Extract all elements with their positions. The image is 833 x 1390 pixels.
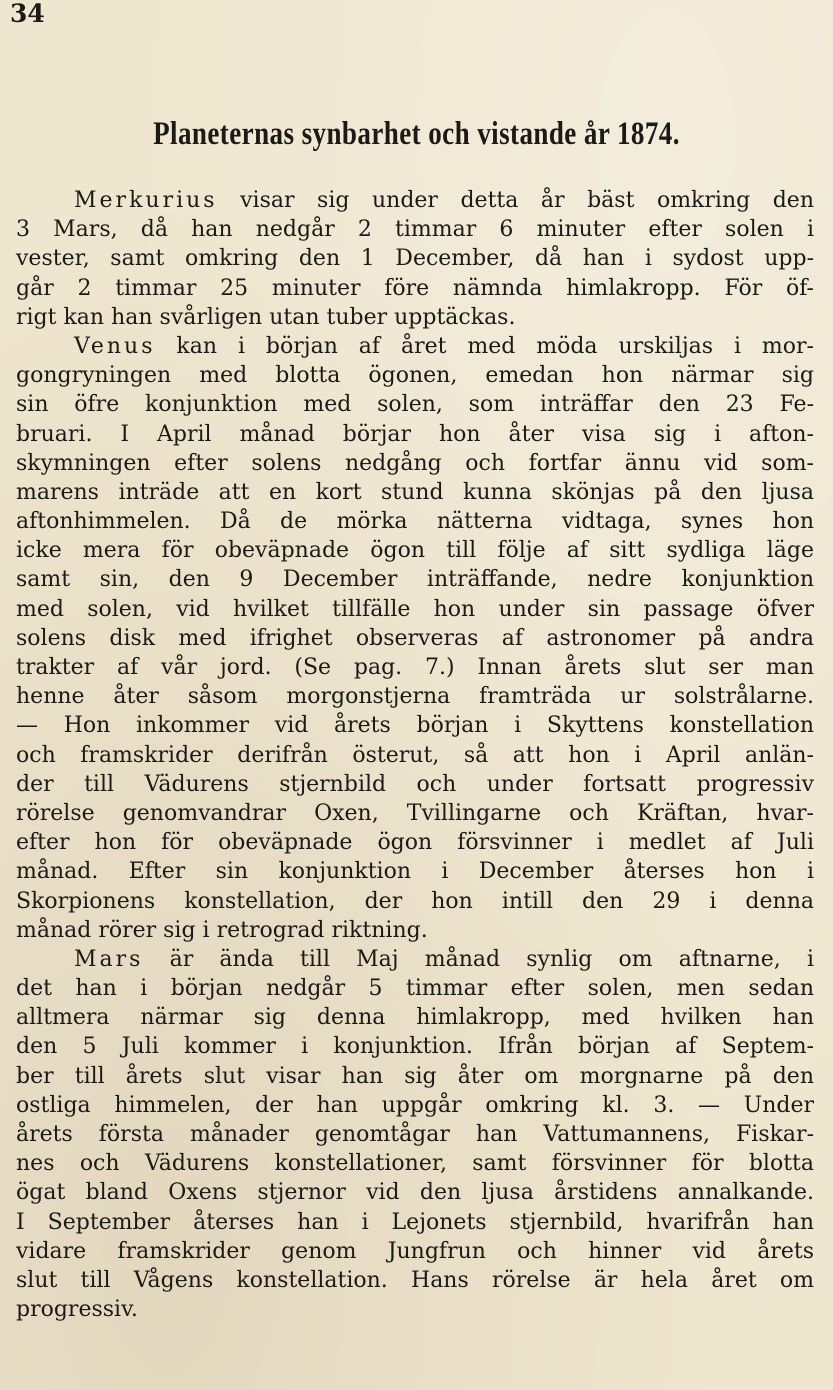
text-line: rörelse genomvandrar Oxen, Tvillingarne och Kräftan, hvar-	[16, 800, 814, 826]
text-line: gongryningen med blotta ögonen, emedan hon närmar sig	[16, 363, 814, 389]
planet-name: Merkurius	[74, 188, 218, 213]
text-line: henne åter såsom morgonstjerna framträda ur solstrålarne.	[16, 684, 814, 710]
text-line: Mars är ända till Maj månad synlig om aftnarne, i	[74, 946, 814, 972]
text-line: ber till årets slut visar han sig åter om morgnarne på den	[16, 1063, 814, 1089]
text-line: efter hon för obeväpnade ögon försvinner i medlet af Juli	[16, 830, 814, 856]
text-line: med solen, vid hvilket tillfälle hon under sin passage öfver	[16, 596, 814, 622]
text-line: årets första månader genomtågar han Vattumannens, Fiskar-	[16, 1122, 814, 1147]
text-line: icke mera för obeväpnade ögon till följe af sitt sydliga läge	[16, 538, 814, 564]
page-title: Planeternas synbarhet och vistande år 1874.	[153, 116, 680, 152]
text-line: 3 Mars, då han nedgår 2 timmar 6 minuter efter solen i	[16, 217, 814, 243]
text-line: Skorpionens konstellation, der hon intill den 29 i denna	[16, 888, 814, 914]
text-line: slut till Vågens konstellation. Hans rörelse är hela året om	[16, 1267, 814, 1293]
text-line: vidare framskrider genom Jungfrun och hinner vid årets	[16, 1238, 814, 1264]
text-line: den 5 Juli kommer i konjunktion. Ifrån början af Septem-	[16, 1034, 814, 1060]
body-text	[16, 186, 814, 1324]
text-line: skymningen efter solens nedgång och fortfar ännu vid som-	[16, 450, 814, 476]
text-line: det han i början nedgår 5 timmar efter solen, men sedan	[16, 976, 814, 1002]
text-line: månad rörer sig i retrograd riktning.	[16, 917, 428, 943]
planet-name: Venus	[74, 333, 156, 359]
text-line: månad. Efter sin konjunktion i December återses hon i	[16, 859, 814, 885]
text-line: progressiv.	[16, 1297, 138, 1323]
text-line: bruari. I April månad börjar hon åter visa sig i afton-	[16, 421, 814, 447]
page-number: 34	[10, 0, 45, 28]
text-line: aftonhimmelen. Då de mörka nätterna vidtaga, synes hon	[16, 509, 814, 535]
text-line: der till Vädurens stjernbild och under fortsatt progressiv	[16, 771, 814, 797]
text-line: nes och Vädurens konstellationer, samt försvinner för blotta	[16, 1151, 814, 1177]
text-line: marens inträde att en kort stund kunna skönjas på den ljusa	[16, 479, 814, 505]
planet-name: Mars	[74, 946, 144, 972]
text-line: rigt kan han svårligen utan tuber upptäckas.	[16, 304, 516, 330]
text-line: Merkurius visar sig under detta år bäst omkring den	[74, 188, 814, 213]
text-line: alltmera närmar sig denna himlakropp, med hvilken han	[16, 1005, 814, 1031]
text-line: — Hon inkommer vid årets början i Skyttens konstellation	[16, 713, 814, 739]
text-line: går 2 timmar 25 minuter före nämnda himlakropp. För öf-	[16, 275, 814, 301]
text-line: trakter af vår jord. (Se pag. 7.) Innan årets slut ser man	[16, 655, 814, 680]
text-line: I September återses han i Lejonets stjernbild, hvarifrån han	[16, 1209, 814, 1235]
text-line: ögat bland Oxens stjernor vid den ljusa årstidens annalkande.	[16, 1180, 814, 1206]
text-line: sin öfre konjunktion med solen, som inträffar den 23 Fe-	[16, 392, 814, 418]
text-line: och framskrider derifrån österut, så att hon i April anlän-	[16, 742, 814, 768]
text-line: samt sin, den 9 December inträffande, nedre konjunktion	[16, 567, 814, 593]
text-line: ostliga himmelen, der han uppgår omkring kl. 3. — Under	[16, 1092, 814, 1118]
text-line: Venus kan i början af året med möda urskiljas i mor-	[74, 333, 814, 359]
text-line: solens disk med ifrighet observeras af astronomer på andra	[16, 625, 814, 651]
text-line: vester, samt omkring den 1 December, då han i sydost upp-	[16, 246, 814, 272]
